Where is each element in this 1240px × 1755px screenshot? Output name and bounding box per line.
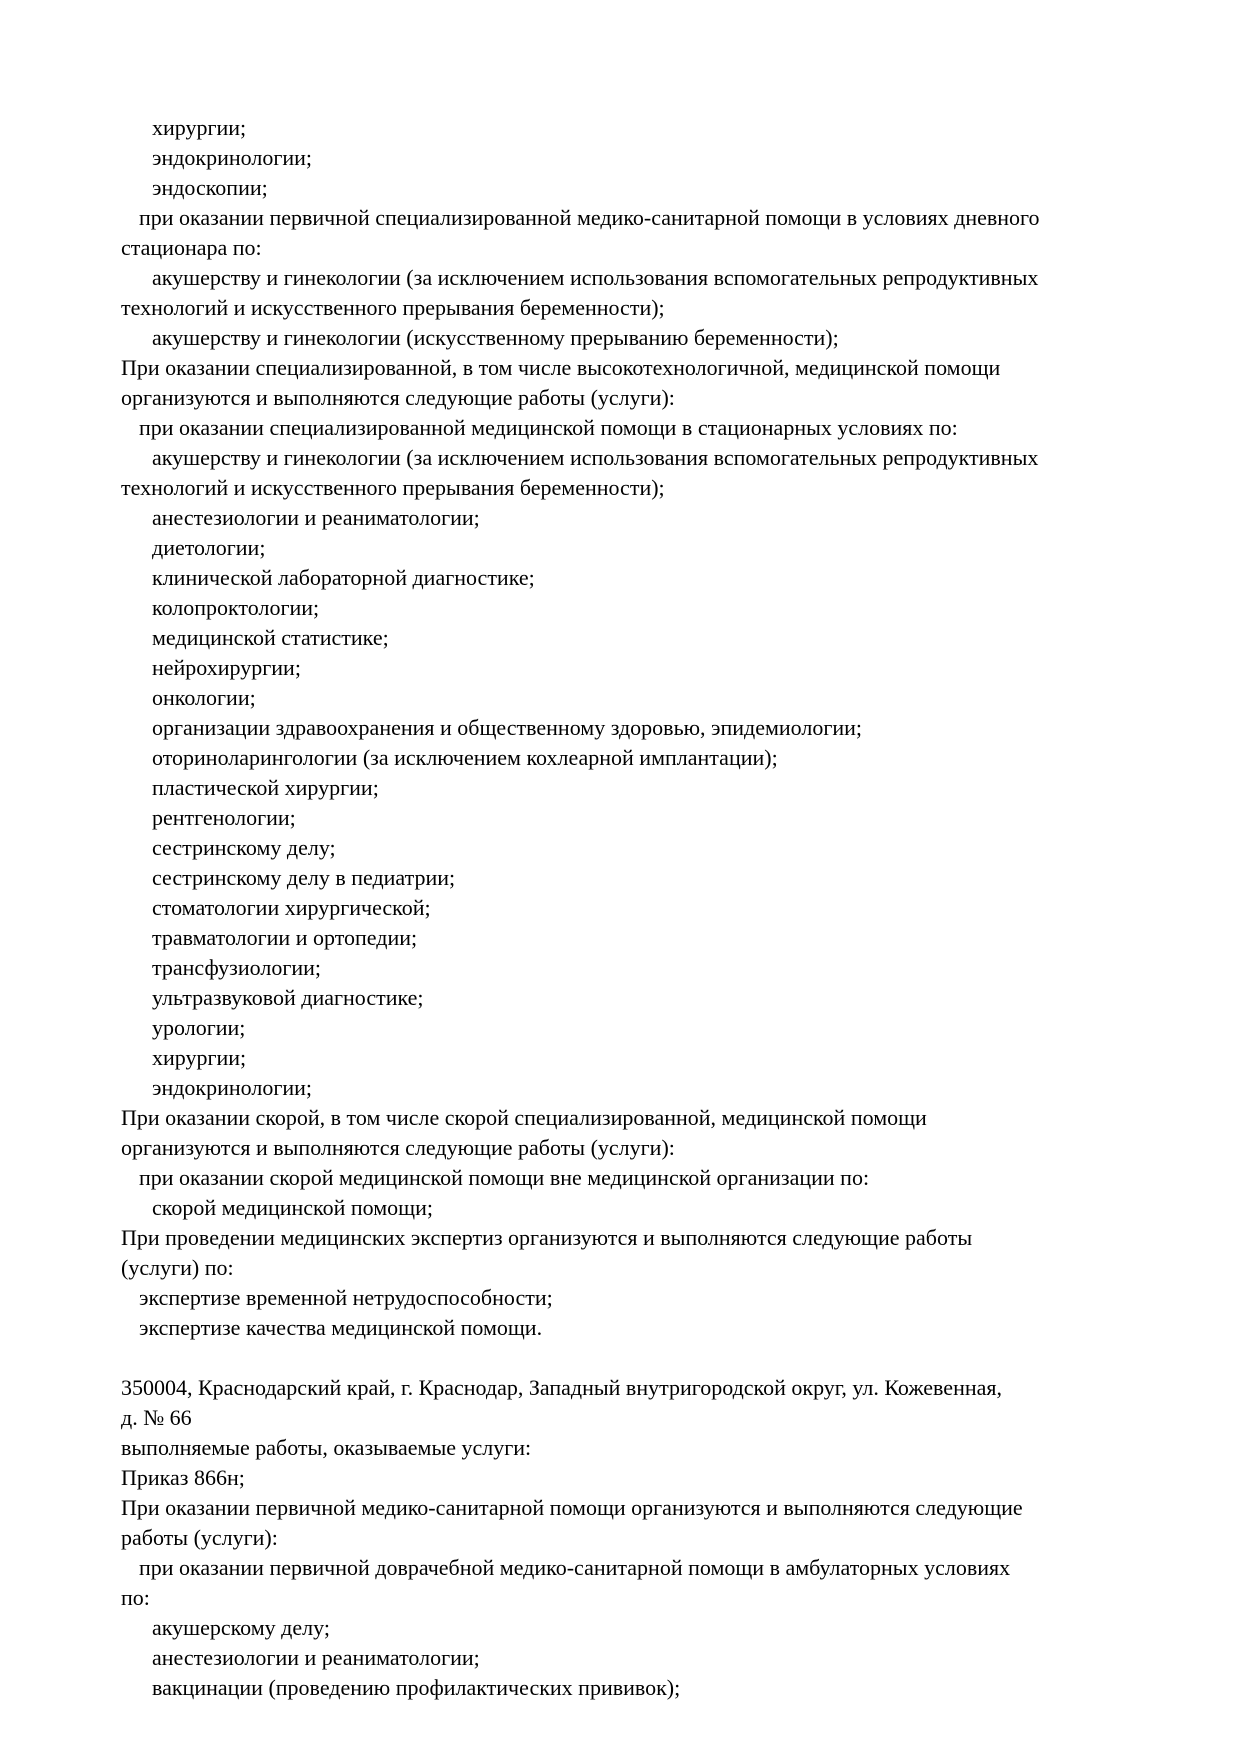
text-line: трансфузиологии; [152, 955, 321, 980]
text-line: ультразвуковой диагностике; [152, 985, 424, 1010]
document-body [121, 113, 1122, 1703]
text-line: акушерству и гинекологии (за исключением использования вспомогательных репродуктивных [152, 265, 1039, 290]
text-line: онкологии; [152, 685, 256, 710]
text-line: урологии; [152, 1015, 246, 1040]
text-line: хирургии; [152, 1045, 247, 1070]
text-line: рентгенологии; [152, 805, 296, 830]
text-line: при оказании первичной доврачебной медико-санитарной помощи в амбулаторных условиях [139, 1555, 1011, 1580]
text-line: организуются и выполняются следующие работы (услуги): [121, 1135, 675, 1160]
text-line: хирургии; [152, 115, 247, 140]
text-line: акушерству и гинекологии (за исключением использования вспомогательных репродуктивных [152, 445, 1039, 470]
text-line: диетологии; [152, 535, 266, 560]
text-line: по: [121, 1585, 150, 1610]
text-line: анестезиологии и реаниматологии; [152, 505, 480, 530]
text-line: при оказании скорой медицинской помощи вне медицинской организации по: [139, 1165, 870, 1190]
text-line: экспертизе временной нетрудоспособности; [139, 1285, 553, 1310]
text-line: При проведении медицинских экспертиз организуются и выполняются следующие работы [121, 1225, 973, 1250]
text-line: травматологии и ортопедии; [152, 925, 418, 950]
blank-line [121, 1343, 1122, 1373]
text-line: экспертизе качества медицинской помощи. [139, 1315, 543, 1340]
text-line: клинической лабораторной диагностике; [152, 565, 535, 590]
text-line: технологий и искусственного прерывания беременности); [121, 295, 665, 320]
text-line: сестринскому делу в педиатрии; [152, 865, 456, 890]
text-line: оториноларингологии (за исключением кохлеарной имплантации); [152, 745, 778, 770]
text-line: пластической хирургии; [152, 775, 379, 800]
text-line: При оказании скорой, в том числе скорой специализированной, медицинской помощи [121, 1105, 927, 1130]
text-line: анестезиологии и реаниматологии; [152, 1645, 480, 1670]
text-line: организуются и выполняются следующие работы (услуги): [121, 385, 675, 410]
text-line: 350004, Краснодарский край, г. Краснодар, Западный внутригородской округ, ул. Кожевенная, [121, 1375, 1002, 1400]
text-line: работы (услуги): [121, 1525, 278, 1550]
text-line: скорой медицинской помощи; [152, 1195, 434, 1220]
text-line: стоматологии хирургической; [152, 895, 431, 920]
text-line: технологий и искусственного прерывания беременности); [121, 475, 665, 500]
text-line: при оказании специализированной медицинской помощи в стационарных условиях по: [139, 415, 958, 440]
text-line: эндокринологии; [152, 145, 313, 170]
text-line: д. № 66 [121, 1405, 192, 1430]
text-line: При оказании первичной медико-санитарной помощи организуются и выполняются следующие [121, 1495, 1023, 1520]
text-line: Приказ 866н; [121, 1465, 245, 1490]
text-line: акушерскому делу; [152, 1615, 330, 1640]
text-line: стационара по: [121, 235, 262, 260]
text-line: при оказании первичной специализированной медико-санитарной помощи в условиях дневного [139, 205, 1040, 230]
text-line: При оказании специализированной, в том числе высокотехнологичной, медицинской помощи [121, 355, 1001, 380]
text-line: акушерству и гинекологии (искусственному прерыванию беременности); [152, 325, 839, 350]
text-line: организации здравоохранения и общественному здоровью, эпидемиологии; [152, 715, 863, 740]
text-line: выполняемые работы, оказываемые услуги: [121, 1435, 532, 1460]
text-line: вакцинации (проведению профилактических прививок); [152, 1675, 681, 1700]
text-line: колопроктологии; [152, 595, 320, 620]
text-line: (услуги) по: [121, 1255, 234, 1280]
text-line: эндокринологии; [152, 1075, 313, 1100]
text-line: медицинской статистике; [152, 625, 389, 650]
text-line: сестринскому делу; [152, 835, 336, 860]
text-line: нейрохирургии; [152, 655, 301, 680]
text-line: эндоскопии; [152, 175, 268, 200]
